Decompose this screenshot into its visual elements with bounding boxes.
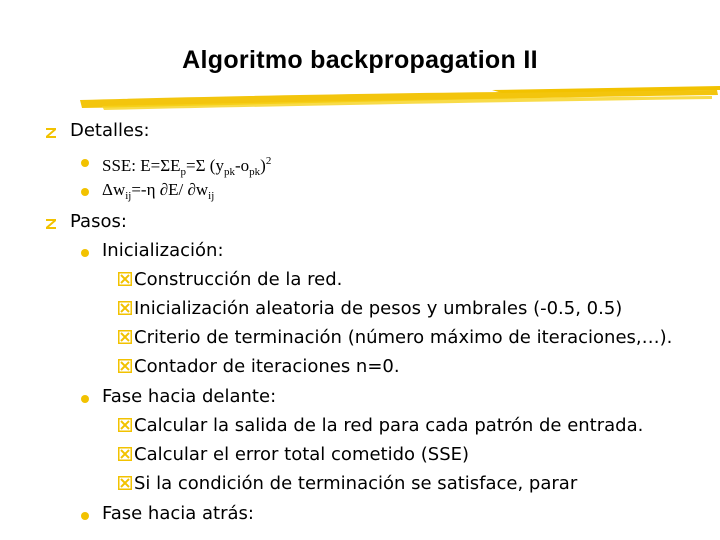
list-item xyxy=(118,444,469,466)
x-box-icon xyxy=(118,418,132,432)
dot-icon xyxy=(81,395,89,403)
formula-text: = xyxy=(186,156,196,175)
subscript: p xyxy=(180,166,187,178)
x-box-icon xyxy=(118,447,132,461)
step-label-fase-delante: Fase hacia delante: xyxy=(102,386,277,407)
sigma-symbol: Σ xyxy=(160,156,171,175)
list-item-text: Criterio de terminación (número máximo de iteraciones,…). xyxy=(134,327,673,348)
x-box-icon xyxy=(118,301,132,315)
formula-text: =-η ∂E/ ∂w xyxy=(131,180,209,199)
formula-text: ) xyxy=(260,156,266,175)
x-box-icon xyxy=(118,476,132,490)
section-label-pasos: Pasos: xyxy=(70,211,127,232)
list-item-text: Contador de iteraciones n=0. xyxy=(134,356,400,377)
sigma-symbol: Σ xyxy=(195,156,206,175)
subscript: pk xyxy=(249,166,261,178)
list-item xyxy=(118,473,577,495)
section-label-detalles: Detalles: xyxy=(70,120,150,141)
subscript: ij xyxy=(208,190,215,202)
list-item-text: Inicialización aleatoria de pesos y umbrales (-0.5, 0.5) xyxy=(134,298,623,319)
list-item xyxy=(118,327,672,349)
formula-text: -o xyxy=(234,156,250,175)
step-label-fase-atras: Fase hacia atrás: xyxy=(102,503,254,524)
list-item xyxy=(118,356,400,378)
subscript: ij xyxy=(125,190,132,202)
list-item-text: Construcción de la red. xyxy=(134,269,343,290)
list-item xyxy=(118,269,342,291)
dot-icon xyxy=(81,188,89,196)
list-item xyxy=(118,298,622,320)
x-box-icon xyxy=(118,330,132,344)
slide-title: Algoritmo backpropagation II xyxy=(182,46,538,74)
weight-update-formula xyxy=(102,179,214,207)
delta-symbol: Δ xyxy=(102,180,113,199)
step-label-inicializacion: Inicialización: xyxy=(102,240,224,261)
z-glyph-icon xyxy=(45,127,57,139)
formula-text: E xyxy=(170,156,181,175)
dot-icon xyxy=(81,249,89,257)
list-item-text: Si la condición de terminación se satisface, parar xyxy=(134,473,578,494)
x-box-icon xyxy=(118,272,132,286)
formula-text: SSE: E= xyxy=(102,156,161,175)
formula-text: (y xyxy=(205,156,224,175)
subscript: pk xyxy=(223,166,235,178)
list-item xyxy=(118,415,643,437)
dot-icon xyxy=(81,159,89,167)
list-item-text: Calcular la salida de la red para cada patrón de entrada. xyxy=(134,415,644,436)
dot-icon xyxy=(81,512,89,520)
z-glyph-icon xyxy=(45,218,57,230)
title-underline xyxy=(72,86,720,118)
list-item-text: Calcular el error total cometido (SSE) xyxy=(134,444,470,465)
superscript: 2 xyxy=(265,155,272,167)
formula-text: w xyxy=(112,180,126,199)
x-box-icon xyxy=(118,359,132,373)
